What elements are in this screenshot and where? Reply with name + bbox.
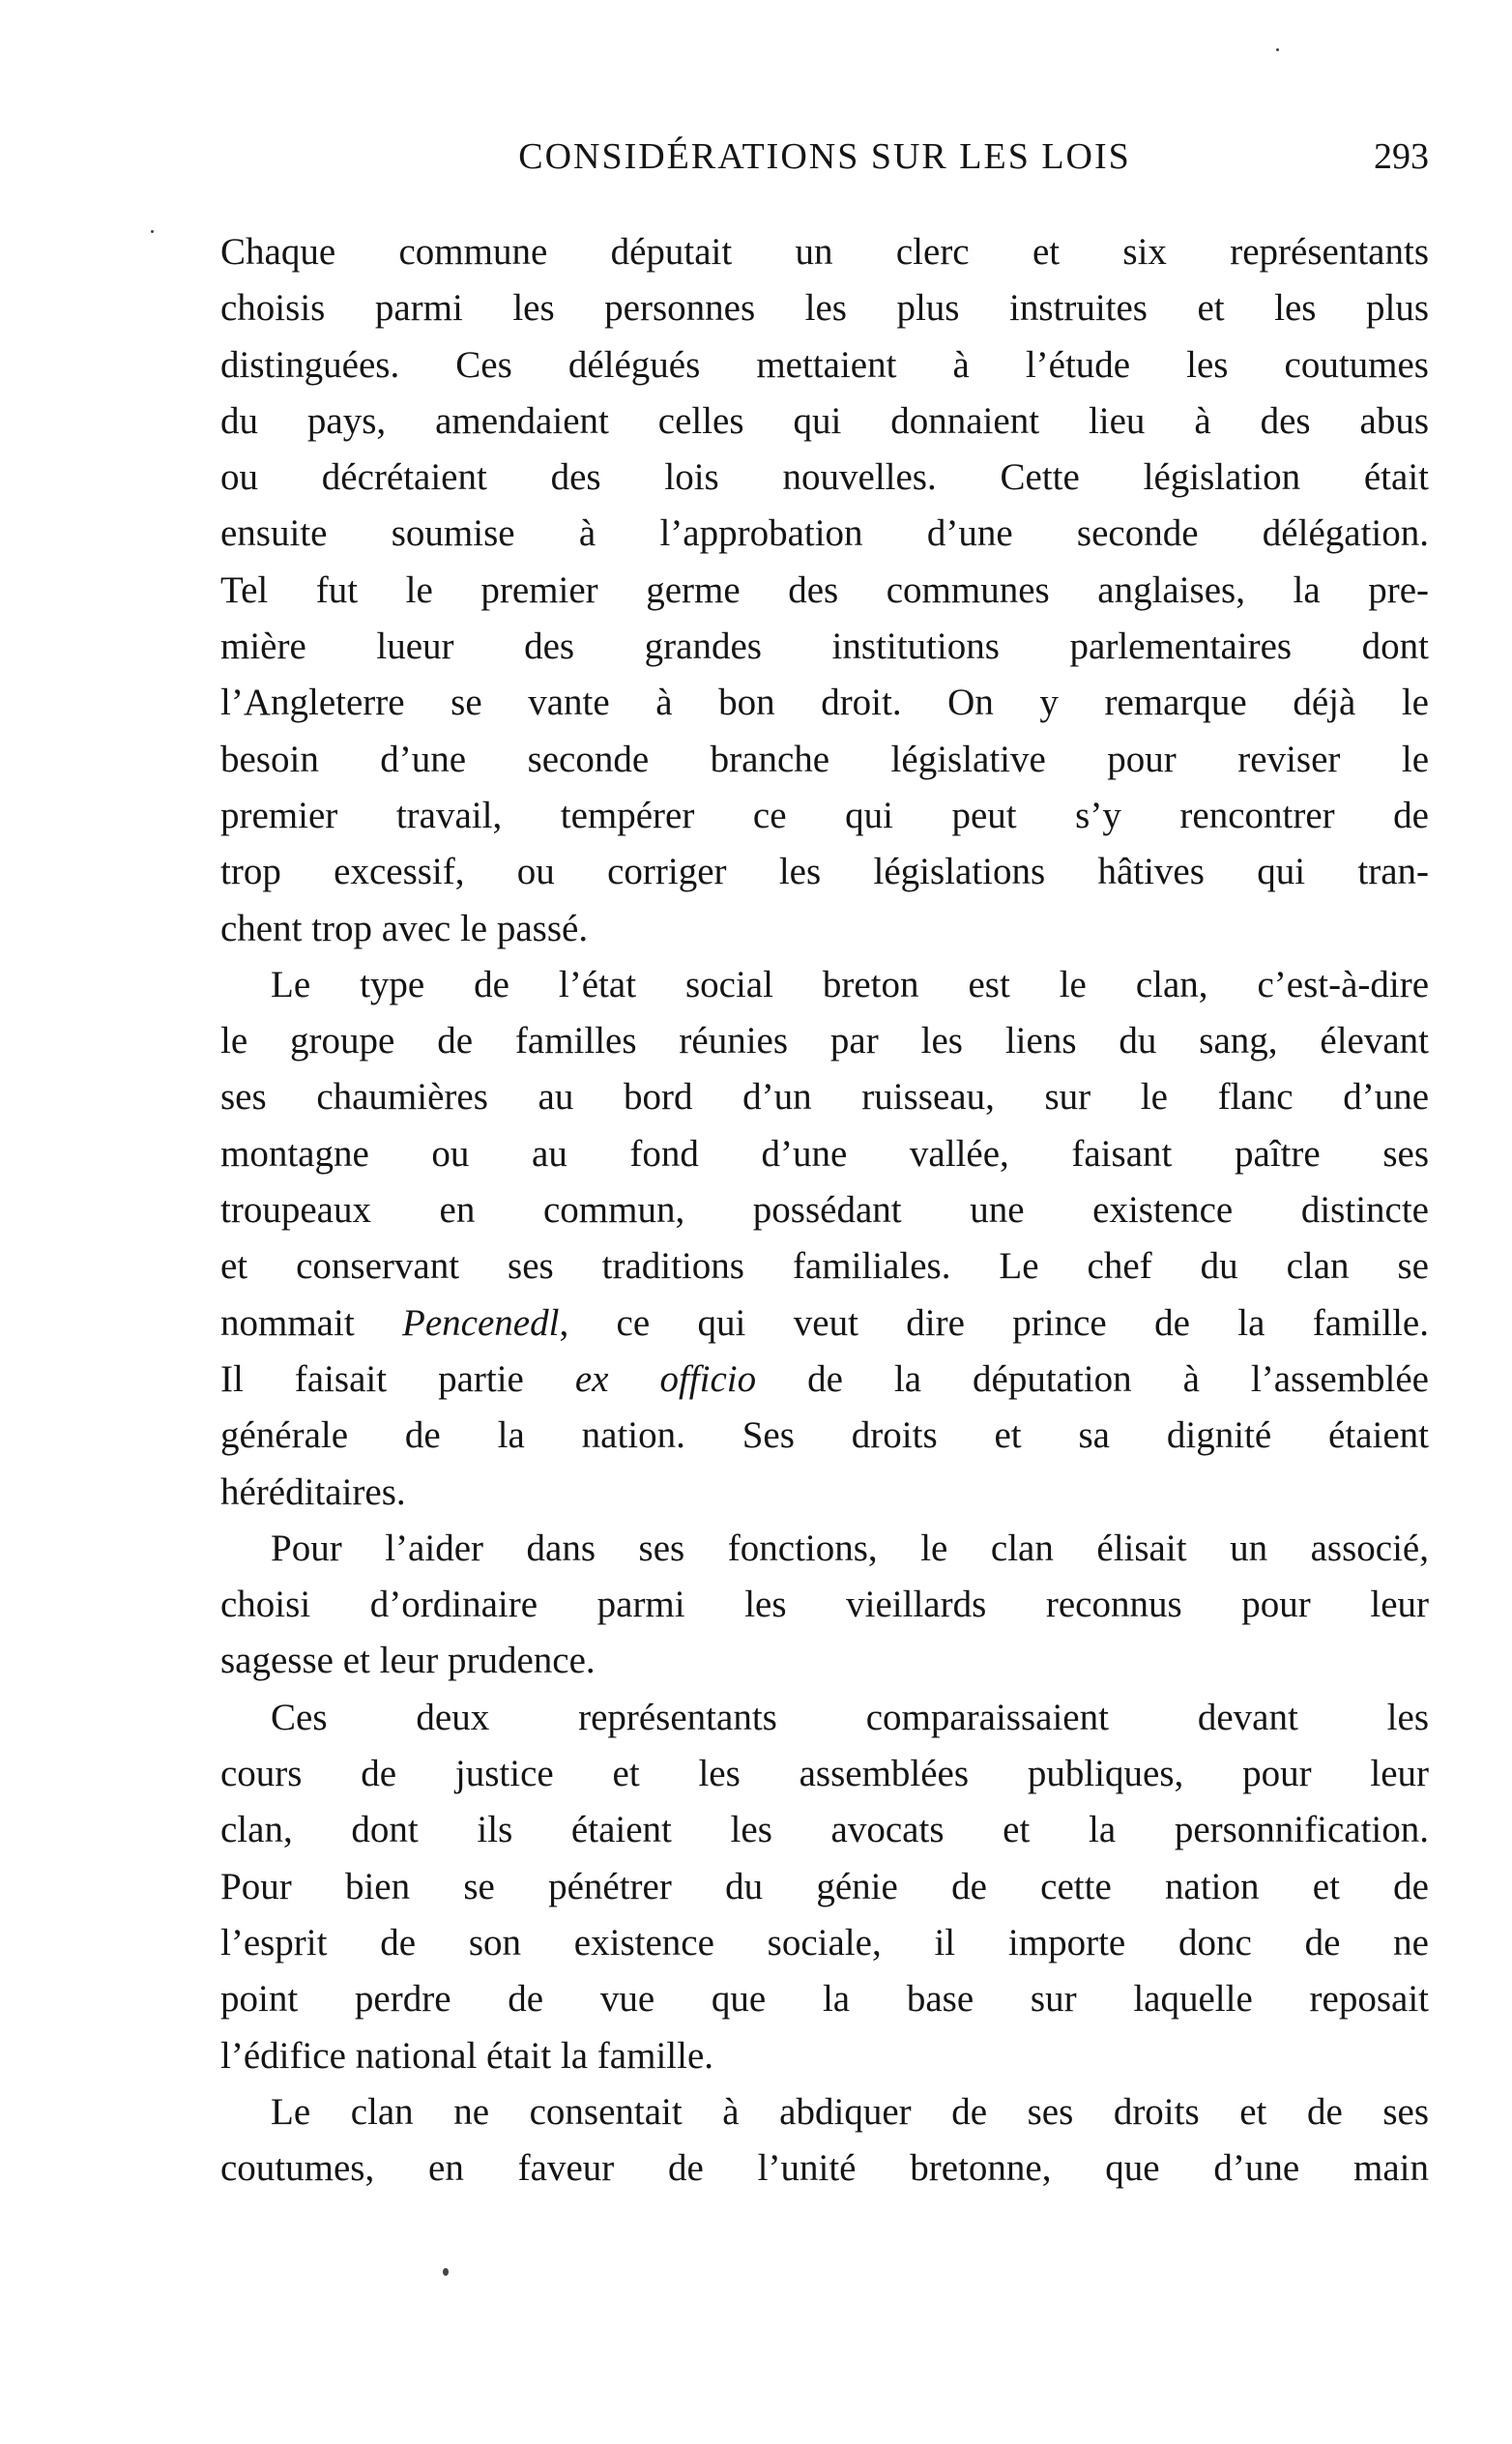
text-line: montagne ou au fond d’une vallée, faisant paître ses [220,1132,1429,1175]
text-line: Ces deux représentants comparaissaient devant les [271,1696,1429,1738]
text-line: cours de justice et les assemblées publiques, pour leur [220,1753,1429,1795]
text-segment: Il faisait partie [220,1357,575,1400]
text-line: besoin d’une seconde branche législative pour reviser le [220,738,1429,780]
text-line: héréditaires. [220,1470,406,1513]
paragraph-3 [220,1521,1429,1690]
text-line: ensuite soumise à l’approbation d’une seconde délégation. [220,512,1429,555]
body-text [220,224,1429,2197]
text-line: l’esprit de son existence sociale, il importe donc de ne [220,1921,1429,1964]
text-line: l’édifice national était la famille. [220,2034,714,2077]
paragraph-5 [220,2084,1429,2197]
text-line: ses chaumières au bord d’un ruisseau, sur le flanc d’une [220,1076,1429,1119]
text-line: troupeaux en commun, possédant une existence distincte [220,1189,1429,1232]
text-line: mière lueur des grandes institutions parlementaires dont [220,626,1429,668]
scan-speck [151,230,154,233]
paragraph-4 [220,1690,1429,2084]
text-line: du pays, amendaient celles qui donnaient lieu à des abus [220,399,1429,442]
text-line: trop excessif, ou corriger les législations hâtives qui tran- [220,851,1429,893]
text-line: l’Angleterre se vante à bon droit. On y remarque déjà le [220,682,1429,724]
scan-speck [1276,48,1279,51]
page-header [220,135,1429,193]
running-head: CONSIDÉRATIONS SUR LES LOIS [518,136,1131,177]
text-line: choisis parmi les personnes les plus instruites et les plus [220,287,1429,330]
text-line: Le clan ne consentait à abdiquer de ses droits et de ses [271,2090,1429,2133]
text-line: premier travail, tempérer ce qui peut s’y rencontrer de [220,794,1429,836]
text-line: choisi d’ordinaire parmi les vieillards reconnus pour leur [220,1584,1429,1626]
text-line [220,1352,1429,1408]
paragraph-2 [220,957,1429,1521]
text-line: générale de la nation. Ses droits et sa dignité étaient [220,1414,1429,1457]
text-segment: de la députation à l’assemblée [756,1357,1429,1400]
scan-speck [443,2268,449,2276]
text-line: Chaque commune députait un clerc et six représentants [220,231,1429,273]
italic-term: Pencenedl [402,1301,560,1344]
text-line: point perdre de vue que la base sur laquelle reposait [220,1978,1429,2021]
italic-term: ex officio [574,1357,757,1400]
text-line: Pour l’aider dans ses fonctions, le clan élisait un associé, [271,1527,1429,1569]
text-line: ou décrétaient des lois nouvelles. Cette législation était [220,456,1429,499]
text-line [220,1295,1429,1352]
text-line: Tel fut le premier germe des communes anglaises, la pre- [220,568,1429,611]
text-segment: nommait [220,1301,403,1344]
paragraph-1 [220,224,1429,957]
text-line: le groupe de familles réunies par les liens du sang, élevant [220,1020,1429,1062]
text-line: et conservant ses traditions familiales. Le chef du clan se [220,1245,1429,1288]
text-line: clan, dont ils étaient les avocats et la personnification. [220,1809,1429,1851]
text-line: chent trop avec le passé. [220,907,589,949]
text-line: Le type de l’état social breton est le clan, c’est-à-dire [271,963,1429,1005]
text-line: Pour bien se pénétrer du génie de cette nation et de [220,1865,1429,1907]
text-line: coutumes, en faveur de l’unité bretonne, que d’une main [220,2147,1429,2190]
text-line: sagesse et leur prudence. [220,1640,596,1682]
text-line: distinguées. Ces délégués mettaient à l’étude les coutumes [220,343,1429,386]
text-segment: , ce qui veut dire prince de la famille. [559,1301,1429,1344]
page-number: 293 [1374,136,1429,177]
